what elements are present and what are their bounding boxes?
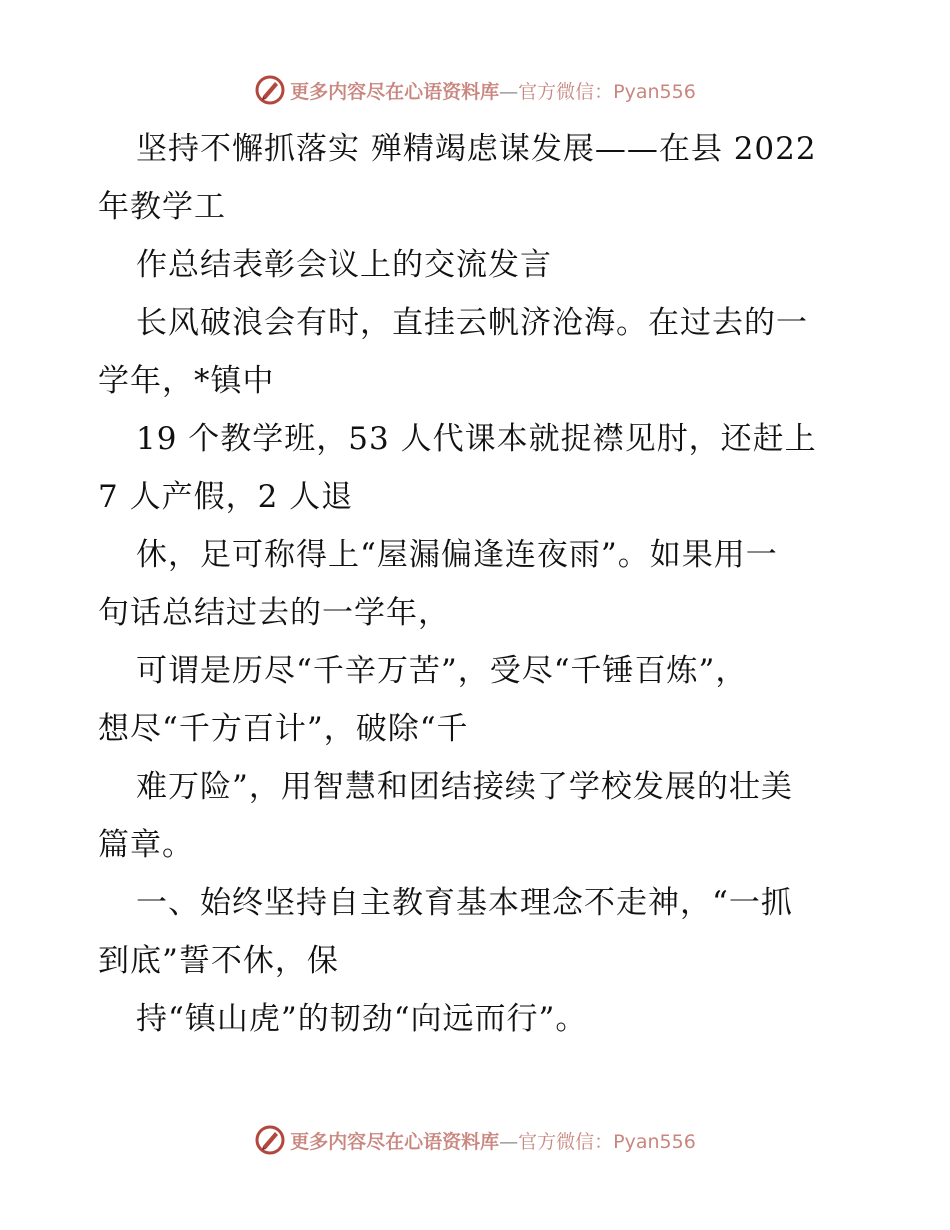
paragraph-line: 句话总结过去的一学年， [98, 595, 450, 631]
paragraph-line: 年教学工 [98, 189, 226, 225]
watermark-account-text: 官方微信：Pyan556 [518, 1130, 696, 1153]
watermark-main-text: 更多内容尽在心语资料库 [290, 1130, 500, 1153]
watermark-header [0, 70, 950, 110]
watermark-footer [0, 1120, 950, 1160]
paragraph-line: 7 人产假，2 人退 [98, 479, 354, 515]
brand-logo-icon [254, 74, 286, 106]
paragraph-line: 篇章。 [98, 827, 194, 863]
paragraph-line: 一、始终坚持自主教育基本理念不走神，“一抓 [136, 885, 793, 921]
document-body [98, 120, 854, 1048]
paragraph-line: 休，足可称得上“屋漏偏逢连夜雨”。如果用一 [136, 537, 778, 573]
paragraph-line: 作总结表彰会议上的交流发言 [136, 247, 552, 283]
watermark-account-text: 官方微信：Pyan556 [518, 80, 696, 103]
paragraph-line: 长风破浪会有时，直挂云帆济沧海。在过去的一 [136, 305, 808, 341]
paragraph-line: 可谓是历尽“千辛万苦”，受尽“千锤百炼”， [136, 653, 748, 689]
watermark-main-text: 更多内容尽在心语资料库 [290, 80, 500, 103]
paragraph-line: 19 个教学班，53 人代课本就捉襟见肘，还赶上 [136, 421, 817, 457]
paragraph-line: 坚持不懈抓落实 殚精竭虑谋发展——在县 2022 [136, 131, 817, 167]
watermark-separator: — [499, 1130, 519, 1153]
paragraph-line: 想尽“千方百计”，破除“千 [98, 711, 469, 747]
paragraph-line: 持“镇山虎”的韧劲“向远而行”。 [136, 1001, 588, 1037]
paragraph-line: 到底”誓不休，保 [98, 943, 339, 979]
paragraph-line: 难万险”，用智慧和团结接续了学校发展的壮美 [136, 769, 793, 805]
brand-logo-icon [254, 1124, 286, 1156]
watermark-separator: — [499, 80, 519, 103]
paragraph-line: 学年，*镇中 [98, 363, 275, 399]
